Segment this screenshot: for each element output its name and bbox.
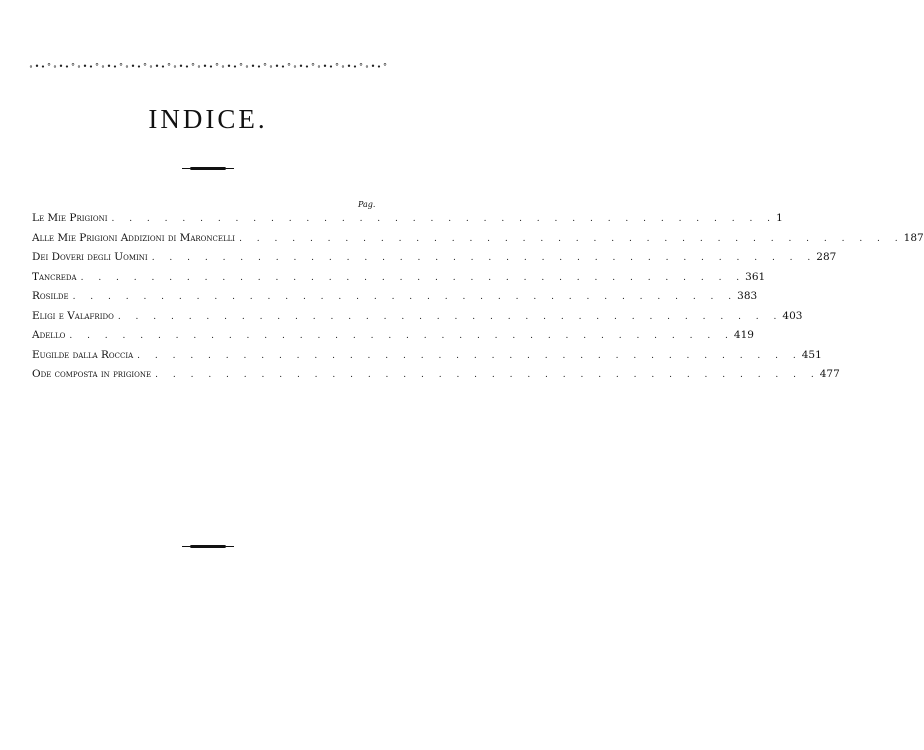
toc-entry-title: Eugilde dalla Roccia [32, 348, 134, 361]
ornament-glyph: ° [191, 62, 195, 71]
ornament-glyph: ° [335, 62, 339, 71]
ornament-glyph: ∙ [65, 62, 69, 71]
ornament-glyph: ° [287, 62, 291, 71]
ornament-glyph: • [346, 62, 352, 71]
toc-entry-title: Eligi e Valafrido [32, 309, 114, 322]
ornament-glyph: • [130, 62, 136, 71]
ornament-glyph: ° [359, 62, 363, 71]
toc-entry-title: Dei Doveri degli Uomini [32, 251, 148, 263]
ornament-glyph: ∙ [41, 62, 45, 71]
toc-entry-page: 287 [816, 251, 837, 263]
ornament-glyph: ∘ [173, 62, 177, 71]
ornament-glyph: ° [71, 62, 75, 71]
toc-leader-dots: . . . . . . . . . . . . . . . . . . . . . . . . . . . . . . . . . . . . . . [239, 233, 904, 244]
table-of-contents [32, 212, 924, 388]
toc-entry-page: 403 [782, 309, 803, 322]
ornament-glyph: • [34, 62, 40, 71]
toc-entry-title: Tancreda [32, 270, 77, 283]
toc-entry[interactable] [32, 348, 822, 369]
ornament-glyph: ∘ [197, 62, 201, 71]
ornament-glyph: ° [239, 62, 243, 71]
ornament-glyph: ∙ [353, 62, 357, 71]
ornament-glyph: ∘ [269, 62, 273, 71]
toc-entry[interactable] [32, 368, 840, 388]
toc-leader-dots: . . . . . . . . . . . . . . . . . . . . . . . . . . . . . . . . . . . . . . [80, 272, 746, 283]
ornament-glyph: ° [311, 62, 315, 71]
toc-entry-page: 361 [745, 270, 766, 283]
toc-leader-dots: . . . . . . . . . . . . . . . . . . . . . . . . . . . . . . . . . . . . . . [151, 253, 817, 263]
ornament-glyph: ° [95, 62, 99, 71]
ornament-glyph: • [274, 62, 280, 71]
toc-entry-title: Le Mie Prigioni [32, 212, 108, 224]
ornament-glyph: • [82, 62, 88, 71]
ornament-glyph: • [298, 62, 304, 71]
toc-entry-page: 1 [776, 212, 783, 224]
ornament-glyph: ∙ [185, 62, 189, 71]
decorative-rule-bottom [190, 545, 226, 548]
ornament-glyph: ∘ [293, 62, 297, 71]
ornament-glyph: ∘ [317, 62, 321, 71]
ornament-glyph: • [226, 62, 232, 71]
ornament-glyph: ∘ [245, 62, 249, 71]
toc-entry-title: Adello [32, 329, 66, 341]
ornament-glyph: • [106, 62, 112, 71]
ornament-glyph: ∘ [77, 62, 81, 71]
ornament-glyph: ∙ [329, 62, 333, 71]
ornament-glyph: ∘ [149, 62, 153, 71]
ornament-glyph: • [178, 62, 184, 71]
toc-entry-title: Rosilde [32, 290, 69, 302]
ornamental-border [28, 62, 388, 72]
ornament-glyph: ∙ [257, 62, 261, 71]
ornament-glyph: ∘ [53, 62, 57, 71]
ornament-glyph: ∙ [161, 62, 165, 71]
ornament-glyph: ∘ [221, 62, 225, 71]
ornament-glyph: ∙ [113, 62, 117, 71]
toc-entry-page: 187 [903, 231, 924, 244]
toc-entry-title: Ode composta in prigione [32, 368, 152, 380]
toc-entry[interactable] [32, 212, 783, 232]
page-column-label: Pag. [358, 200, 376, 209]
ornament-glyph: ° [215, 62, 219, 71]
ornament-glyph: ° [167, 62, 171, 71]
decorative-rule-top [190, 167, 226, 170]
ornament-glyph: ° [143, 62, 147, 71]
toc-entry[interactable] [32, 290, 758, 310]
ornament-glyph: • [370, 62, 376, 71]
ornament-glyph: ∘ [365, 62, 369, 71]
toc-leader-dots: . . . . . . . . . . . . . . . . . . . . . . . . . . . . . . . . . . . . . . [72, 292, 738, 302]
ornament-glyph: ∘ [341, 62, 345, 71]
toc-leader-dots: . . . . . . . . . . . . . . . . . . . . . . . . . . . . . . . . . . . . . . [69, 331, 734, 341]
ornament-glyph: ∙ [281, 62, 285, 71]
toc-leader-dots: . . . . . . . . . . . . . . . . . . . . . . . . . . . . . . . . . . . . . . [117, 311, 783, 322]
page-title: INDICE. [148, 104, 268, 134]
toc-entry-title: Alle Mie Prigioni Addizioni di Maroncelli [32, 231, 236, 244]
toc-entry[interactable] [32, 329, 754, 349]
toc-entry[interactable] [32, 309, 803, 330]
toc-leader-dots: . . . . . . . . . . . . . . . . . . . . . . . . . . . . . . . . . . . . . . [111, 214, 777, 224]
toc-entry-page: 419 [733, 329, 754, 341]
ornament-glyph: ° [119, 62, 123, 71]
ornament-glyph: ∘ [29, 62, 33, 71]
ornament-glyph: ∙ [233, 62, 237, 71]
ornament-glyph: ∘ [101, 62, 105, 71]
ornament-glyph: • [154, 62, 160, 71]
ornament-glyph: ∙ [89, 62, 93, 71]
toc-entry-page: 383 [737, 290, 758, 302]
ornament-glyph: • [202, 62, 208, 71]
toc-entry-page: 477 [819, 368, 840, 380]
toc-leader-dots: . . . . . . . . . . . . . . . . . . . . . . . . . . . . . . . . . . . . . . [137, 350, 802, 361]
ornament-glyph: ° [383, 62, 387, 71]
toc-leader-dots: . . . . . . . . . . . . . . . . . . . . . . . . . . . . . . . . . . . . . . [155, 370, 820, 380]
ornament-glyph: ∙ [305, 62, 309, 71]
ornament-glyph: • [58, 62, 64, 71]
toc-entry-page: 451 [801, 348, 822, 361]
toc-entry[interactable] [32, 270, 766, 291]
toc-entry[interactable] [32, 231, 924, 252]
ornament-glyph: ∙ [377, 62, 381, 71]
ornament-glyph: ∙ [209, 62, 213, 71]
ornament-glyph: ∙ [137, 62, 141, 71]
toc-entry[interactable] [32, 251, 837, 271]
ornament-glyph: ∘ [125, 62, 129, 71]
ornament-glyph: • [250, 62, 256, 71]
ornament-glyph: ° [47, 62, 51, 71]
ornament-glyph: ° [263, 62, 267, 71]
ornament-glyph: • [322, 62, 328, 71]
